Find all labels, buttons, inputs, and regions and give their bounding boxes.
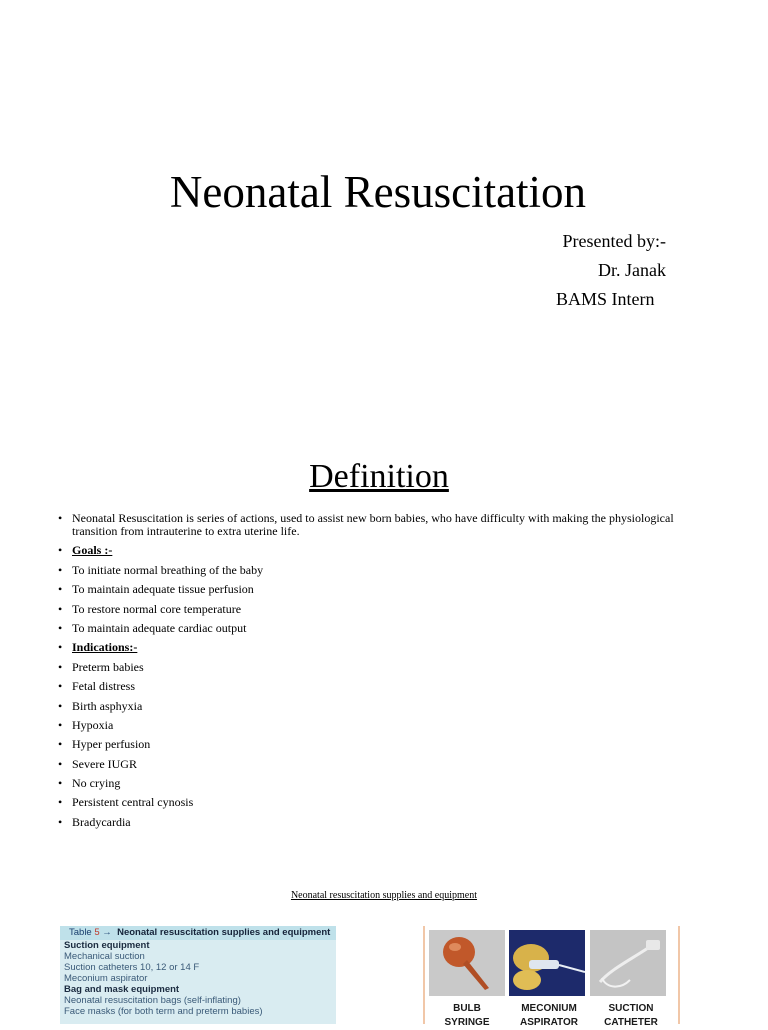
bulb-syringe-photo	[429, 930, 505, 996]
bullet-item: • No crying	[58, 777, 698, 790]
table-title: Neonatal resuscitation supplies and equipment	[117, 927, 331, 938]
suction-catheter-photo	[590, 930, 666, 996]
bullet-item: • Hypoxia	[58, 719, 698, 732]
table-header: Table 5 → Neonatal resuscitation supplies and equipment	[60, 926, 336, 940]
bullet-item: • Fetal distress	[58, 680, 698, 693]
table-row: Suction catheters 10, 12 or 14 F	[64, 962, 200, 973]
table-section-row: Suction equipment	[64, 940, 150, 951]
presenter-role: BAMS Intern	[556, 289, 655, 309]
presented-by-label: Presented by:-	[562, 231, 666, 251]
bullet-item: • Neonatal Resuscitation is series of actions, used to assist new born babies, who have difficulty with making the physiological transition from intrauterine to extra uterine life.	[58, 512, 698, 538]
bullet-item: • Bradycardia	[58, 816, 698, 829]
definition-heading: Definition	[309, 458, 449, 495]
bullet-item: • Preterm babies	[58, 661, 698, 674]
suction-catheter-caption: SUCTION CATHETER	[604, 1003, 658, 1028]
table-label: Table	[69, 927, 92, 938]
table-row: Face masks (for both term and preterm babies)	[64, 1006, 263, 1017]
presenter-name: Dr. Janak	[598, 260, 666, 280]
definition-bullet-list	[58, 512, 698, 835]
table-section-row: Bag and mask equipment	[64, 984, 180, 995]
supplies-caption: Neonatal resuscitation supplies and equipment	[290, 890, 478, 901]
table-row: Mechanical suction	[64, 951, 145, 962]
equipment-photo-strip	[423, 926, 680, 1028]
table-row: Neonatal resuscitation bags (self-inflating)	[64, 995, 241, 1006]
bullet-item: • Persistent central cynosis	[58, 796, 698, 809]
slide-title: Neonatal Resuscitation	[169, 167, 587, 217]
bullet-indications-heading: • Indications:-	[58, 641, 698, 654]
supplies-table-image	[60, 926, 336, 1024]
bullet-item: • To maintain adequate tissue perfusion	[58, 583, 698, 596]
bullet-item: • To initiate normal breathing of the baby	[58, 564, 698, 577]
meconium-aspirator-photo	[509, 930, 585, 996]
bulb-syringe-caption: BULB SYRINGE	[444, 1003, 490, 1028]
bullet-item: • To maintain adequate cardiac output	[58, 622, 698, 635]
bullet-goals-heading: • Goals :-	[58, 544, 698, 557]
meconium-aspirator-caption: MECONIUM ASPIRATOR	[520, 1003, 578, 1028]
table-row: Meconium aspirator	[64, 973, 148, 984]
bullet-item: • Hyper perfusion	[58, 738, 698, 751]
bullet-item: • Severe IUGR	[58, 758, 698, 771]
bullet-item: • Birth asphyxia	[58, 700, 698, 713]
bullet-item: • To restore normal core temperature	[58, 603, 698, 616]
